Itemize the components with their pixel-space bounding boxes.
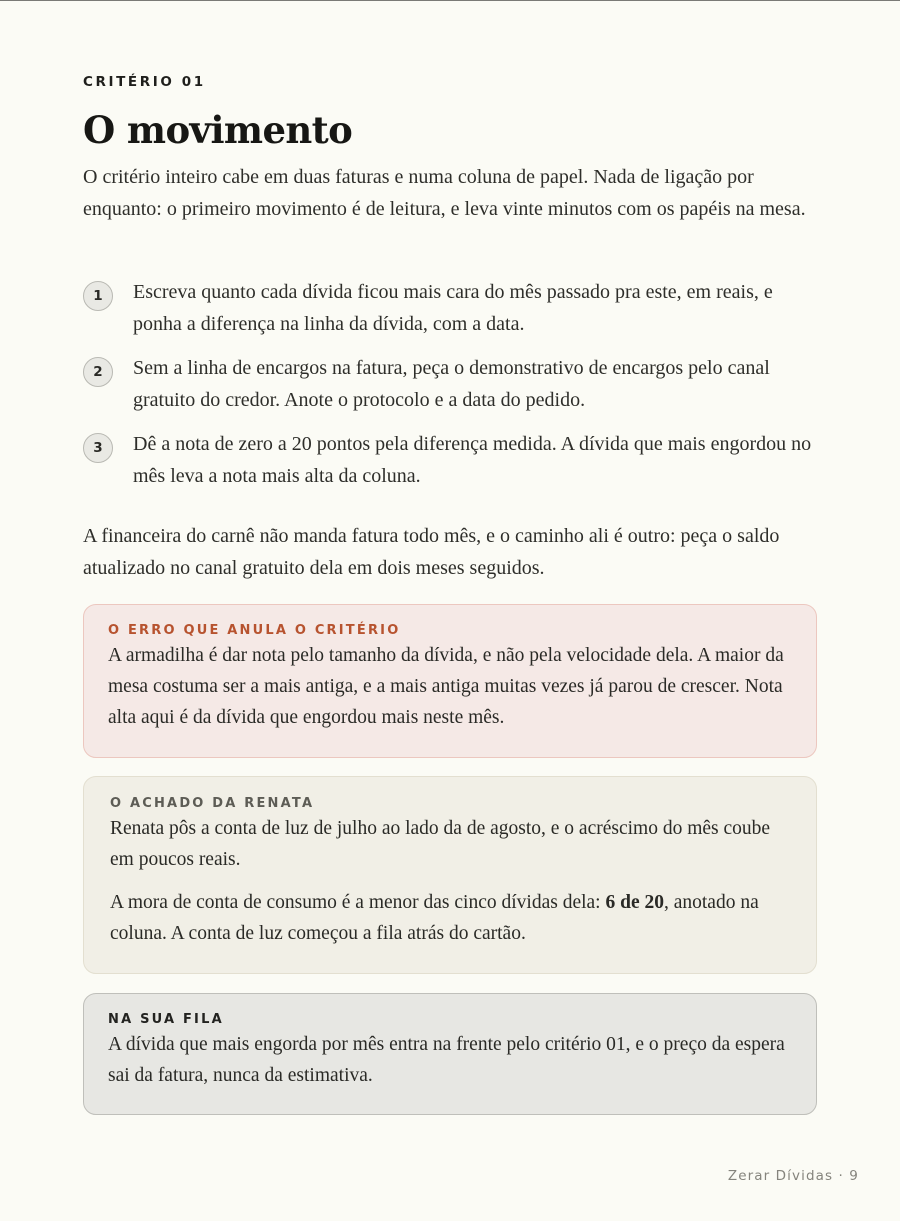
step-text: Escreva quanto cada dívida ficou mais cara do mês passado pra este, em reais, e ponha a diferença na linha da dívida, com a data.: [133, 281, 773, 335]
section-eyebrow: CRITÉRIO 01: [83, 74, 206, 90]
warning-callout-label: O ERRO QUE ANULA O CRITÉRIO: [108, 623, 401, 638]
case-callout-label: O ACHADO DA RENATA: [110, 796, 315, 811]
case-callout: [83, 776, 817, 974]
steps-list: [83, 276, 817, 492]
page-footer: Zerar Dívidas · 9: [727, 1168, 859, 1184]
step-item-2: [83, 352, 817, 416]
queue-callout-text: A dívida que mais engorda por mês entra na frente pelo critério 01, e o preço da espera sai da fatura, nunca da estimativa.: [108, 1034, 785, 1086]
warning-callout-text: A armadilha é dar nota pelo tamanho da dívida, e não pela velocidade dela. A maior da mesa costuma ser a mais antiga, e a mais antiga muitas vezes já parou de crescer. Nota alta aqui é da dívida que engordou mais neste mês.: [108, 645, 784, 728]
step-number-badge: 3: [83, 433, 113, 463]
case-text-before: A mora de conta de consumo é a menor das cinco dívidas dela:: [110, 892, 606, 913]
warning-callout: [83, 604, 817, 758]
page-title: O movimento: [83, 108, 353, 152]
step-item-3: [83, 428, 817, 492]
queue-callout-label: NA SUA FILA: [108, 1012, 224, 1027]
step-text: Sem a linha de encargos na fatura, peça o demonstrativo de encargos pelo canal gratuito do credor. Anote o protocolo e a data do pedido.: [133, 357, 770, 411]
step-text: Dê a nota de zero a 20 pontos pela diferença medida. A dívida que mais engordou no mês leva a nota mais alta da coluna.: [133, 433, 812, 487]
queue-callout: [83, 993, 817, 1115]
step-item-1: [83, 276, 817, 340]
case-score-highlight: 6 de 20: [605, 892, 664, 913]
intro-paragraph: O critério inteiro cabe em duas faturas e numa coluna de papel. Nada de ligação por enquanto: o primeiro movimento é de leitura, e leva vinte minutos com os papéis na mesa.: [83, 166, 806, 220]
top-rule: [0, 0, 900, 1]
step-number-badge: 1: [83, 281, 113, 311]
followup-paragraph: A financeira do carnê não manda fatura todo mês, e o caminho ali é outro: peça o saldo atualizado no canal gratuito dela em dois meses seguidos.: [83, 525, 780, 579]
case-callout-paragraph-2: [110, 887, 790, 949]
step-number-badge: 2: [83, 357, 113, 387]
case-callout-paragraph-1: Renata pôs a conta de luz de julho ao lado da de agosto, e o acréscimo do mês coube em poucos reais.: [110, 818, 771, 870]
case-text-after: , anotado na coluna. A conta de luz começou a fila atrás do cartão.: [110, 892, 759, 944]
